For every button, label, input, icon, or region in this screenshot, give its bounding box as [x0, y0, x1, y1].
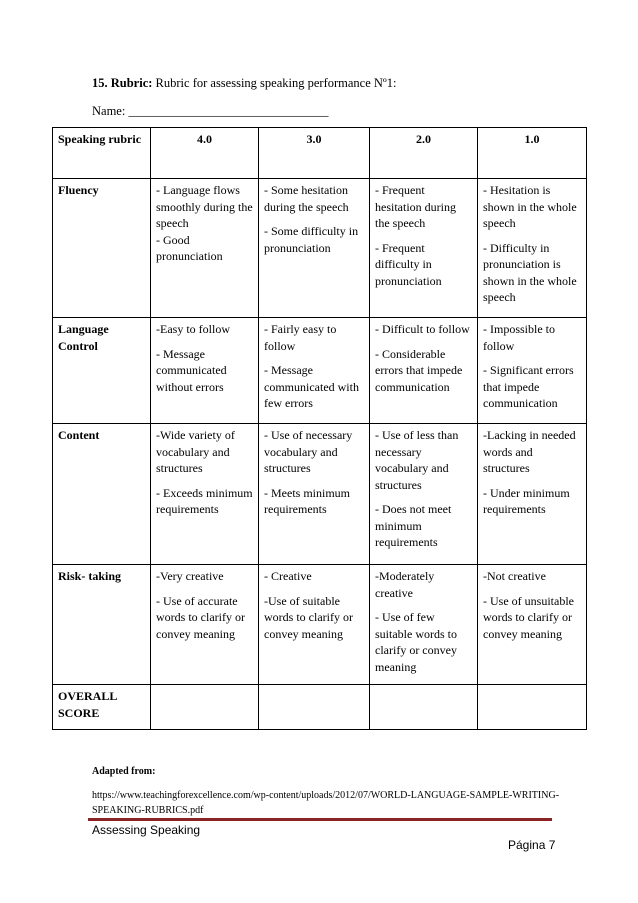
descriptor-text: - Use of accurate words to clarify or convey meaning — [156, 593, 245, 641]
descriptor-cell — [370, 318, 478, 424]
name-line: Name: ________________________________ — [92, 104, 329, 118]
descriptor-text: - Message communicated with few errors — [264, 363, 359, 410]
footer-rule — [88, 818, 552, 821]
overall-score-cell — [370, 685, 478, 730]
descriptor-text: - Use of necessary vocabulary and structures — [264, 428, 353, 475]
overall-score-row — [53, 685, 587, 730]
descriptor-text: - Difficulty in pronunciation is shown in the whole speech — [483, 240, 577, 304]
descriptor-cell — [259, 179, 370, 318]
column-header-score: 4.0 — [151, 128, 259, 179]
table-row — [53, 424, 587, 565]
overall-score-cell — [259, 685, 370, 730]
descriptor-text: - Significant errors that impede communication — [483, 363, 574, 410]
descriptor-text: -Lacking in needed words and structures — [483, 428, 576, 475]
descriptor-text: -Use of suitable words to clarify or convey meaning — [264, 593, 353, 641]
descriptor-cell — [151, 565, 259, 685]
criterion-label: Risk- taking — [53, 565, 151, 685]
column-header-score: 1.0 — [478, 128, 587, 179]
table-corner-header: Speaking rubric — [53, 128, 151, 179]
descriptor-text: - Under minimum requirements — [483, 485, 570, 516]
descriptor-text: - Meets minimum requirements — [264, 485, 350, 516]
adapted-from-url: https://www.teachingforexcellence.com/wp-content/uploads/2012/07/WORLD-LANGUAGE-SAMPLE-WRITING-SPEAKING-RUBRICS.pdf — [92, 790, 560, 816]
table-header-row — [53, 128, 587, 179]
descriptor-text: - Impossible to follow — [483, 322, 555, 353]
descriptor-cell — [151, 318, 259, 424]
descriptor-cell — [370, 179, 478, 318]
table-row — [53, 565, 587, 685]
descriptor-cell — [259, 318, 370, 424]
overall-score-cell — [151, 685, 259, 730]
column-header-score: 3.0 — [259, 128, 370, 179]
section-heading — [92, 76, 397, 91]
criterion-label: Fluency — [53, 179, 151, 318]
descriptor-cell — [259, 565, 370, 685]
descriptor-cell — [478, 179, 587, 318]
criterion-label: Content — [53, 424, 151, 565]
descriptor-text: - Hesitation is shown in the whole speech — [483, 183, 577, 230]
descriptor-text: -Wide variety of vocabulary and structures — [156, 428, 235, 475]
descriptor-text: -Easy to follow — [156, 322, 230, 336]
descriptor-text: - Creative — [264, 569, 312, 583]
overall-score-label: OVERALL SCORE — [53, 685, 151, 730]
column-header-score: 2.0 — [370, 128, 478, 179]
descriptor-text: - Considerable errors that impede communication — [375, 346, 463, 394]
section-number: 15. Rubric: — [92, 76, 153, 90]
descriptor-text: - Difficult to follow — [375, 322, 470, 336]
adapted-from-label: Adapted from: — [92, 766, 156, 777]
descriptor-text: -Moderately creative — [375, 569, 435, 600]
descriptor-text: - Use of few suitable words to clarify or convey meaning — [375, 610, 457, 674]
descriptor-text: - Some difficulty in pronunciation — [264, 224, 359, 255]
descriptor-cell — [478, 424, 587, 565]
descriptor-cell — [370, 565, 478, 685]
descriptor-cell — [478, 318, 587, 424]
descriptor-text: - Frequent hesitation during the speech — [375, 183, 456, 230]
page-number: Página 7 — [508, 838, 556, 852]
overall-score-cell — [478, 685, 587, 730]
criterion-label: Language Control — [53, 318, 151, 424]
table-row — [53, 318, 587, 424]
descriptor-cell — [370, 424, 478, 565]
descriptor-text: -Very creative — [156, 569, 224, 583]
descriptor-cell — [151, 179, 259, 318]
descriptor-text: - Use of less than necessary vocabulary and structures — [375, 428, 459, 492]
descriptor-text: - Frequent difficulty in pronunciation — [375, 240, 442, 288]
descriptor-text: - Does not meet minimum requirements — [375, 502, 452, 549]
descriptor-text: -Not creative — [483, 569, 546, 583]
table-row — [53, 179, 587, 318]
descriptor-text: - Some hesitation during the speech — [264, 183, 349, 214]
descriptor-text: - Use of unsuitable words to clarify or convey meaning — [483, 593, 574, 641]
section-title: Rubric for assessing speaking performance Nº1: — [152, 76, 397, 90]
descriptor-cell — [151, 424, 259, 565]
descriptor-cell — [478, 565, 587, 685]
descriptor-text: - Message communicated without errors — [156, 346, 227, 394]
descriptor-text: - Language flows smoothly during the speech - Good pronunciation — [156, 183, 253, 263]
descriptor-text: - Fairly easy to follow — [264, 322, 337, 353]
descriptor-text: - Exceeds minimum requirements — [156, 485, 253, 516]
rubric-table — [52, 127, 587, 730]
descriptor-cell — [259, 424, 370, 565]
footer-title: Assessing Speaking — [92, 823, 201, 837]
